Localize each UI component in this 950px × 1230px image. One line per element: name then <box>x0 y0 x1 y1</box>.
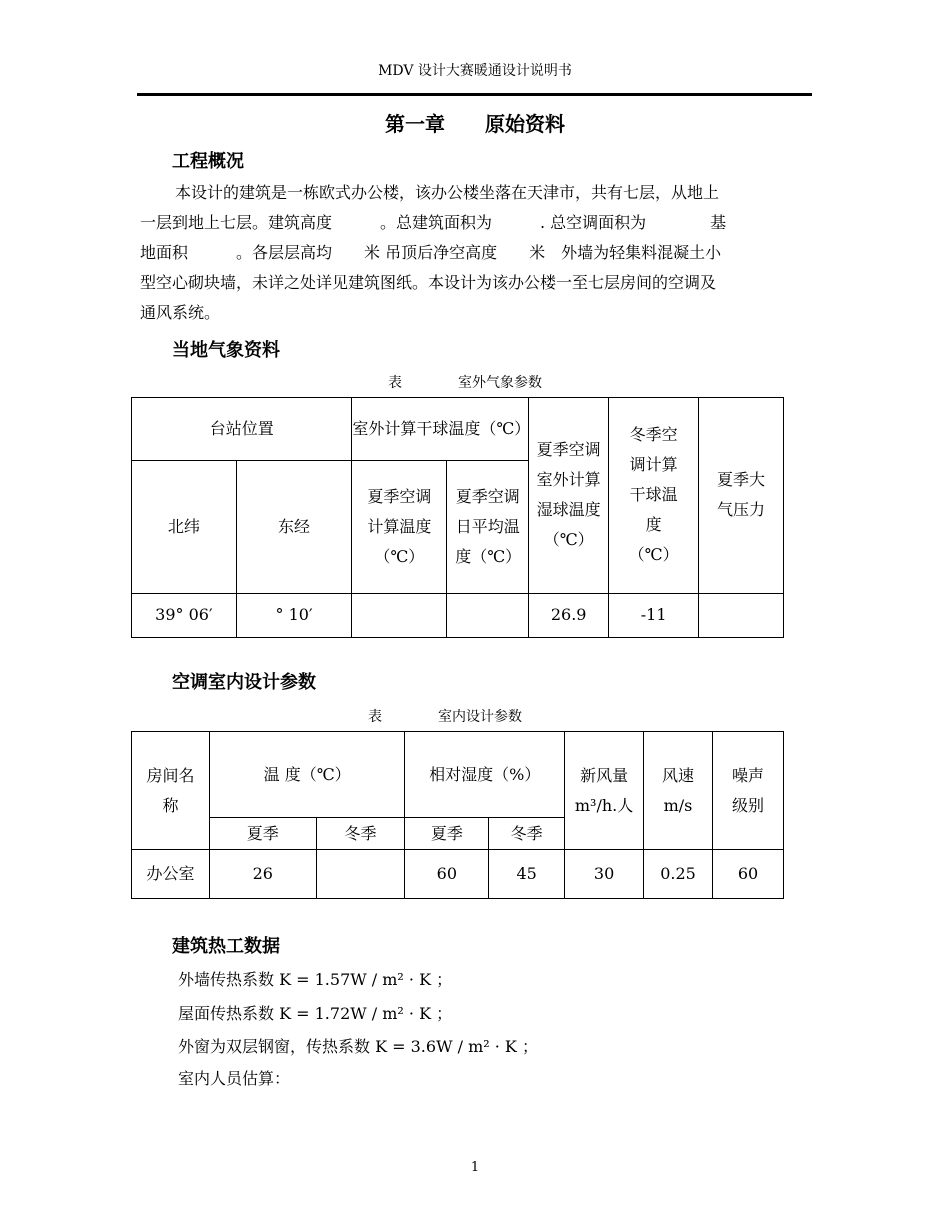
cell-noise: 60 <box>712 850 783 899</box>
cell-humidity-winter: 45 <box>489 850 565 899</box>
thermal-line-wall: 外墙传热系数 K = 1.57W / m² · K ； <box>178 970 453 989</box>
cell-wind: 0.25 <box>644 850 713 899</box>
thermal-line-window: 外窗为双层钢窗，传热系数 K = 3.6W / m² · K ； <box>178 1037 538 1056</box>
cell-summer-ac <box>352 593 447 637</box>
indoor-design-table <box>131 731 784 899</box>
section-heading-climate: 当地气象资料 <box>172 340 280 361</box>
overview-paragraph <box>140 178 812 328</box>
page-number: 1 <box>470 1160 480 1175</box>
header-rule <box>137 93 812 96</box>
section-heading-thermal: 建筑热工数据 <box>172 936 280 957</box>
cell-winter-dry: -11 <box>609 593 699 637</box>
header-wind: 风速m/s <box>644 732 713 850</box>
section-heading-overview: 工程概况 <box>172 151 244 172</box>
header-fresh-air: 新风量m³/h.人 <box>565 732 644 850</box>
thermal-line-roof: 屋面传热系数 K = 1.72W / m² · K ； <box>178 1004 453 1023</box>
cell-summer-pressure <box>699 593 784 637</box>
document-header: MDV 设计大赛暖通设计说明书 <box>378 63 572 79</box>
cell-summer-daily <box>447 593 529 637</box>
cell-latitude: 39° 06′ <box>132 593 237 637</box>
header-humidity-summer: 夏季 <box>405 818 489 850</box>
cell-room: 办公室 <box>132 850 210 899</box>
section-heading-indoor: 空调室内设计参数 <box>172 672 316 693</box>
header-temp: 温 度（℃） <box>209 732 405 818</box>
header-humidity-winter: 冬季 <box>489 818 565 850</box>
cell-fresh-air: 30 <box>565 850 644 899</box>
table-caption-outdoor: 表 室外气象参数 <box>388 375 542 391</box>
header-station: 台站位置 <box>132 398 352 461</box>
header-temp-winter: 冬季 <box>316 818 405 850</box>
header-winter-dry: 冬季空调计算干球温度（℃） <box>609 398 699 594</box>
header-summer-wet: 夏季空调室外计算湿球温度（℃） <box>529 398 609 594</box>
chapter-title <box>0 108 950 137</box>
header-summer-daily: 夏季空调日平均温度（℃） <box>447 461 529 594</box>
outdoor-climate-table <box>131 397 784 638</box>
cell-temp-winter <box>316 850 405 899</box>
overview-line: 地面积 。各层层高均 米 吊顶后净空高度 米 外墙为轻集料混凝土小 <box>140 243 722 262</box>
chapter-number: 第一章 <box>385 112 445 136</box>
cell-humidity-summer: 60 <box>405 850 489 899</box>
header-summer-pressure: 夏季大气压力 <box>699 398 784 594</box>
header-humidity: 相对湿度（%） <box>405 732 565 818</box>
cell-temp-summer: 26 <box>209 850 316 899</box>
overview-line: 型空心砌块墙，未详之处详见建筑图纸。本设计为该办公楼一至七层房间的空调及 <box>140 273 717 292</box>
header-temp-summer: 夏季 <box>209 818 316 850</box>
header-longitude: 东经 <box>236 461 352 594</box>
table-caption-indoor: 表 室内设计参数 <box>368 709 522 725</box>
header-latitude: 北纬 <box>132 461 237 594</box>
overview-line: 本设计的建筑是一栋欧式办公楼，该办公楼坐落在天津市，共有七层，从地上 <box>175 183 720 202</box>
overview-line: 一层到地上七层。建筑高度 。总建筑面积为 . 总空调面积为 基 <box>140 213 727 232</box>
header-room: 房间名称 <box>132 732 210 850</box>
chapter-name: 原始资料 <box>485 112 565 136</box>
header-outdoor-dry: 室外计算干球温度（℃） <box>352 398 529 461</box>
cell-longitude: ° 10′ <box>236 593 352 637</box>
cell-summer-wet: 26.9 <box>529 593 609 637</box>
thermal-line-occupants: 室内人员估算： <box>178 1069 291 1088</box>
overview-line: 通风系统。 <box>140 303 221 322</box>
header-summer-ac: 夏季空调计算温度（℃） <box>352 461 447 594</box>
header-noise: 噪声级别 <box>712 732 783 850</box>
